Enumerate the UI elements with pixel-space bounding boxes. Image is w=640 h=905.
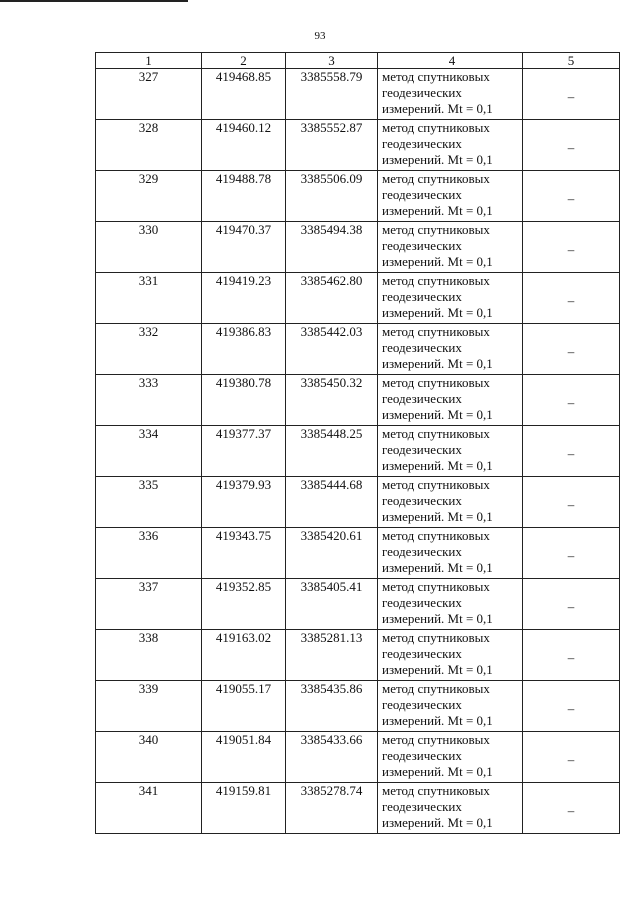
method-line-1: метод спутниковых bbox=[382, 222, 490, 237]
method-line-3: измерений. Mt = 0,1 bbox=[382, 407, 493, 422]
method-line-2: геодезических bbox=[382, 238, 462, 253]
method-line-1: метод спутниковых bbox=[382, 477, 490, 492]
point-number-cell: 332 bbox=[96, 324, 202, 375]
method-line-1: метод спутниковых bbox=[382, 324, 490, 339]
column-header-3: 3 bbox=[286, 53, 378, 69]
column-header-5: 5 bbox=[523, 53, 620, 69]
x-coordinate-cell: 419386.83 bbox=[202, 324, 286, 375]
method-cell bbox=[378, 579, 523, 630]
point-number-cell: 334 bbox=[96, 426, 202, 477]
table-row bbox=[96, 120, 620, 171]
note-cell bbox=[523, 681, 620, 732]
method-cell bbox=[378, 120, 523, 171]
x-coordinate-cell: 419488.78 bbox=[202, 171, 286, 222]
method-line-3: измерений. Mt = 0,1 bbox=[382, 713, 493, 728]
column-header-2: 2 bbox=[202, 53, 286, 69]
point-number-cell: 330 bbox=[96, 222, 202, 273]
note-cell bbox=[523, 69, 620, 120]
point-number-cell: 336 bbox=[96, 528, 202, 579]
y-coordinate-cell: 3385405.41 bbox=[286, 579, 378, 630]
method-line-3: измерений. Mt = 0,1 bbox=[382, 560, 493, 575]
note-dash: – bbox=[567, 497, 575, 512]
x-coordinate-cell: 419163.02 bbox=[202, 630, 286, 681]
method-line-2: геодезических bbox=[382, 187, 462, 202]
note-dash: – bbox=[567, 242, 575, 257]
point-number-cell: 337 bbox=[96, 579, 202, 630]
method-line-3: измерений. Mt = 0,1 bbox=[382, 305, 493, 320]
method-line-1: метод спутниковых bbox=[382, 630, 490, 645]
method-cell bbox=[378, 783, 523, 834]
table-row bbox=[96, 477, 620, 528]
x-coordinate-cell: 419419.23 bbox=[202, 273, 286, 324]
x-coordinate-cell: 419159.81 bbox=[202, 783, 286, 834]
coordinates-table bbox=[95, 52, 620, 834]
x-coordinate-cell: 419470.37 bbox=[202, 222, 286, 273]
method-cell bbox=[378, 273, 523, 324]
y-coordinate-cell: 3385558.79 bbox=[286, 69, 378, 120]
x-coordinate-cell: 419343.75 bbox=[202, 528, 286, 579]
method-line-1: метод спутниковых bbox=[382, 69, 490, 84]
note-cell bbox=[523, 375, 620, 426]
method-cell bbox=[378, 69, 523, 120]
method-line-2: геодезических bbox=[382, 289, 462, 304]
method-line-1: метод спутниковых bbox=[382, 579, 490, 594]
table-row bbox=[96, 783, 620, 834]
y-coordinate-cell: 3385444.68 bbox=[286, 477, 378, 528]
method-line-2: геодезических bbox=[382, 85, 462, 100]
table-row bbox=[96, 426, 620, 477]
table-row bbox=[96, 273, 620, 324]
method-line-3: измерений. Mt = 0,1 bbox=[382, 254, 493, 269]
note-cell bbox=[523, 222, 620, 273]
method-line-3: измерений. Mt = 0,1 bbox=[382, 152, 493, 167]
point-number-cell: 340 bbox=[96, 732, 202, 783]
method-line-3: измерений. Mt = 0,1 bbox=[382, 662, 493, 677]
column-header-4: 4 bbox=[378, 53, 523, 69]
method-cell bbox=[378, 426, 523, 477]
point-number-cell: 327 bbox=[96, 69, 202, 120]
note-dash: – bbox=[567, 191, 575, 206]
method-line-3: измерений. Mt = 0,1 bbox=[382, 764, 493, 779]
x-coordinate-cell: 419352.85 bbox=[202, 579, 286, 630]
x-coordinate-cell: 419380.78 bbox=[202, 375, 286, 426]
note-cell bbox=[523, 477, 620, 528]
x-coordinate-cell: 419468.85 bbox=[202, 69, 286, 120]
point-number-cell: 338 bbox=[96, 630, 202, 681]
point-number-cell: 328 bbox=[96, 120, 202, 171]
method-line-1: метод спутниковых bbox=[382, 732, 490, 747]
method-cell bbox=[378, 375, 523, 426]
method-cell bbox=[378, 171, 523, 222]
method-line-2: геодезических bbox=[382, 697, 462, 712]
method-line-1: метод спутниковых bbox=[382, 426, 490, 441]
note-cell bbox=[523, 171, 620, 222]
table-body bbox=[96, 69, 620, 834]
note-cell bbox=[523, 426, 620, 477]
note-cell bbox=[523, 630, 620, 681]
note-cell bbox=[523, 783, 620, 834]
y-coordinate-cell: 3385442.03 bbox=[286, 324, 378, 375]
y-coordinate-cell: 3385450.32 bbox=[286, 375, 378, 426]
method-line-3: измерений. Mt = 0,1 bbox=[382, 203, 493, 218]
method-cell bbox=[378, 477, 523, 528]
note-dash: – bbox=[567, 548, 575, 563]
y-coordinate-cell: 3385433.66 bbox=[286, 732, 378, 783]
point-number-cell: 329 bbox=[96, 171, 202, 222]
method-line-1: метод спутниковых bbox=[382, 681, 490, 696]
table-row bbox=[96, 171, 620, 222]
table-row bbox=[96, 528, 620, 579]
point-number-cell: 339 bbox=[96, 681, 202, 732]
method-cell bbox=[378, 630, 523, 681]
method-line-2: геодезических bbox=[382, 799, 462, 814]
table-row bbox=[96, 630, 620, 681]
note-dash: – bbox=[567, 446, 575, 461]
table-row bbox=[96, 732, 620, 783]
note-dash: – bbox=[567, 395, 575, 410]
note-cell bbox=[523, 528, 620, 579]
point-number-cell: 333 bbox=[96, 375, 202, 426]
method-line-1: метод спутниковых bbox=[382, 783, 490, 798]
note-dash: – bbox=[567, 650, 575, 665]
y-coordinate-cell: 3385281.13 bbox=[286, 630, 378, 681]
method-line-2: геодезических bbox=[382, 646, 462, 661]
method-line-2: геодезических bbox=[382, 595, 462, 610]
note-cell bbox=[523, 732, 620, 783]
note-dash: – bbox=[567, 293, 575, 308]
y-coordinate-cell: 3385278.74 bbox=[286, 783, 378, 834]
method-line-1: метод спутниковых bbox=[382, 375, 490, 390]
method-cell bbox=[378, 732, 523, 783]
table-row bbox=[96, 375, 620, 426]
note-cell bbox=[523, 324, 620, 375]
point-number-cell: 331 bbox=[96, 273, 202, 324]
table-row bbox=[96, 681, 620, 732]
method-line-2: геодезических bbox=[382, 136, 462, 151]
method-cell bbox=[378, 222, 523, 273]
method-line-1: метод спутниковых bbox=[382, 528, 490, 543]
note-dash: – bbox=[567, 803, 575, 818]
column-header-1: 1 bbox=[96, 53, 202, 69]
header-rule bbox=[0, 0, 188, 2]
note-cell bbox=[523, 579, 620, 630]
point-number-cell: 341 bbox=[96, 783, 202, 834]
note-dash: – bbox=[567, 752, 575, 767]
method-line-3: измерений. Mt = 0,1 bbox=[382, 356, 493, 371]
x-coordinate-cell: 419460.12 bbox=[202, 120, 286, 171]
x-coordinate-cell: 419379.93 bbox=[202, 477, 286, 528]
table-row bbox=[96, 324, 620, 375]
y-coordinate-cell: 3385435.86 bbox=[286, 681, 378, 732]
method-line-2: геодезических bbox=[382, 493, 462, 508]
y-coordinate-cell: 3385420.61 bbox=[286, 528, 378, 579]
method-line-2: геодезических bbox=[382, 391, 462, 406]
x-coordinate-cell: 419055.17 bbox=[202, 681, 286, 732]
method-line-3: измерений. Mt = 0,1 bbox=[382, 458, 493, 473]
method-line-3: измерений. Mt = 0,1 bbox=[382, 509, 493, 524]
method-line-2: геодезических bbox=[382, 544, 462, 559]
x-coordinate-cell: 419051.84 bbox=[202, 732, 286, 783]
table-row bbox=[96, 579, 620, 630]
method-line-1: метод спутниковых bbox=[382, 120, 490, 135]
table-row bbox=[96, 69, 620, 120]
note-dash: – bbox=[567, 89, 575, 104]
y-coordinate-cell: 3385552.87 bbox=[286, 120, 378, 171]
method-line-3: измерений. Mt = 0,1 bbox=[382, 101, 493, 116]
note-dash: – bbox=[567, 140, 575, 155]
y-coordinate-cell: 3385506.09 bbox=[286, 171, 378, 222]
method-line-3: измерений. Mt = 0,1 bbox=[382, 611, 493, 626]
x-coordinate-cell: 419377.37 bbox=[202, 426, 286, 477]
note-dash: – bbox=[567, 599, 575, 614]
y-coordinate-cell: 3385462.80 bbox=[286, 273, 378, 324]
method-line-2: геодезических bbox=[382, 442, 462, 457]
y-coordinate-cell: 3385448.25 bbox=[286, 426, 378, 477]
note-dash: – bbox=[567, 701, 575, 716]
method-cell bbox=[378, 681, 523, 732]
table-row bbox=[96, 222, 620, 273]
table-header-row bbox=[96, 53, 620, 69]
method-cell bbox=[378, 324, 523, 375]
method-line-1: метод спутниковых bbox=[382, 273, 490, 288]
method-line-3: измерений. Mt = 0,1 bbox=[382, 815, 493, 830]
note-dash: – bbox=[567, 344, 575, 359]
note-cell bbox=[523, 273, 620, 324]
method-line-2: геодезических bbox=[382, 748, 462, 763]
method-cell bbox=[378, 528, 523, 579]
point-number-cell: 335 bbox=[96, 477, 202, 528]
page-number: 93 bbox=[314, 30, 326, 42]
method-line-1: метод спутниковых bbox=[382, 171, 490, 186]
y-coordinate-cell: 3385494.38 bbox=[286, 222, 378, 273]
method-line-2: геодезических bbox=[382, 340, 462, 355]
note-cell bbox=[523, 120, 620, 171]
